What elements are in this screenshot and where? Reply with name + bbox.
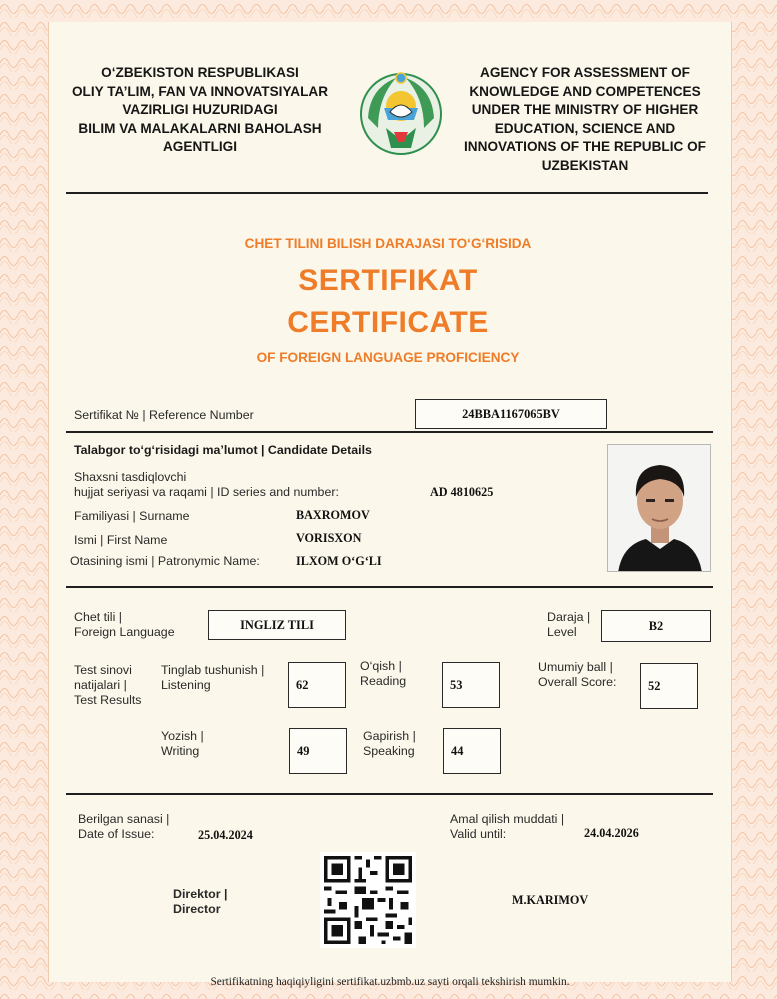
reference-number-box (415, 399, 607, 429)
listening-label: Tinglab tushunish | Listening (161, 663, 265, 692)
listening-score-box (288, 662, 346, 708)
candidate-section-title: Talabgor to‘g‘risidagi ma’lumot | Candidate Details (74, 443, 372, 457)
surname-label: Familiyasi | Surname (74, 509, 190, 523)
title-pre: CHET TILINI BILISH DARAJASI TO‘G‘RISIDA (244, 236, 532, 251)
qr-code[interactable] (320, 852, 416, 948)
reading-score-box (442, 662, 500, 708)
issue-date-value: 25.04.2024 (198, 828, 253, 842)
level-label: Daraja | Level (547, 610, 591, 639)
header-left-text: O‘ZBEKISTON RESPUBLIKASI OLIY TA’LIM, FAN VA INNOVATSIYALAR VAZIRLIGI HUZURIDAGI BILIM VA MALAKALARNI BAHOLASH AGENTLIGI (71, 65, 329, 154)
level-box (601, 610, 711, 642)
id-label: Shaxsni tasdiqlovchi hujjat seriyasi va raqami | ID series and number: (74, 470, 339, 499)
title-post: OF FOREIGN LANGUAGE PROFICIENCY (256, 350, 520, 365)
director-name: M.KARIMOV (512, 893, 589, 907)
speaking-score: 44 (451, 743, 464, 758)
director-label: Direktor | Director (173, 887, 228, 916)
reference-divider (66, 431, 713, 433)
first-name-value: VORISXON (296, 531, 362, 545)
overall-score: 52 (648, 678, 661, 693)
patronymic-value: ILXOM O‘G‘LI (296, 554, 382, 568)
speaking-label: Gapirish | Speaking (363, 729, 416, 758)
verification-footer: Sertifikatning haqiqiyligini sertifikat.uzbmb.uz sayti orqali tekshirish mumkin. (210, 976, 570, 988)
first-name-label: Ismi | First Name (74, 533, 168, 547)
reading-score: 53 (450, 677, 463, 692)
foreign-language-label: Chet tili | Foreign Language (74, 610, 175, 639)
state-emblem-icon (356, 68, 446, 160)
reference-label: Sertifikat № | Reference Number (74, 408, 254, 422)
listening-score: 62 (296, 677, 309, 692)
header-right-text: AGENCY FOR ASSESSMENT OF KNOWLEDGE AND COMPETENCES UNDER THE MINISTRY OF HIGHER EDUCATION, SCIENCE AND INNOVATIONS OF THE REPUBLIC OF UZBEKISTAN (464, 65, 706, 173)
writing-label: Yozish | Writing (161, 729, 204, 758)
candidate-divider (66, 586, 713, 588)
id-value: AD 4810625 (430, 485, 494, 499)
overall-score-box (640, 663, 698, 709)
writing-score-box (289, 728, 347, 774)
level-value: B2 (648, 618, 664, 633)
overall-score-label: Umumiy ball | Overall Score: (538, 660, 617, 689)
header-divider (66, 192, 708, 194)
reading-label: O‘qish | Reading (360, 659, 407, 688)
issue-date-label: Berilgan sanasi | Date of Issue: (78, 812, 170, 841)
foreign-language-box (208, 610, 346, 640)
speaking-score-box (443, 728, 501, 774)
valid-until-label: Amal qilish muddati | Valid until: (450, 812, 565, 841)
test-results-label: Test sinovi natijalari | Test Results (74, 663, 142, 707)
results-divider (66, 793, 713, 795)
surname-value: BAXROMOV (296, 508, 370, 522)
title-sertifikat: SERTIFIKAT (298, 264, 478, 297)
patronymic-label: Otasining ismi | Patronymic Name: (70, 554, 260, 568)
writing-score: 49 (297, 743, 310, 758)
valid-until-value: 24.04.2026 (584, 826, 639, 840)
candidate-photo (607, 444, 711, 572)
foreign-language-value: INGLIZ TILI (240, 617, 314, 632)
title-certificate: CERTIFICATE (287, 306, 489, 339)
reference-number: 24BBA1167065BV (462, 406, 560, 421)
